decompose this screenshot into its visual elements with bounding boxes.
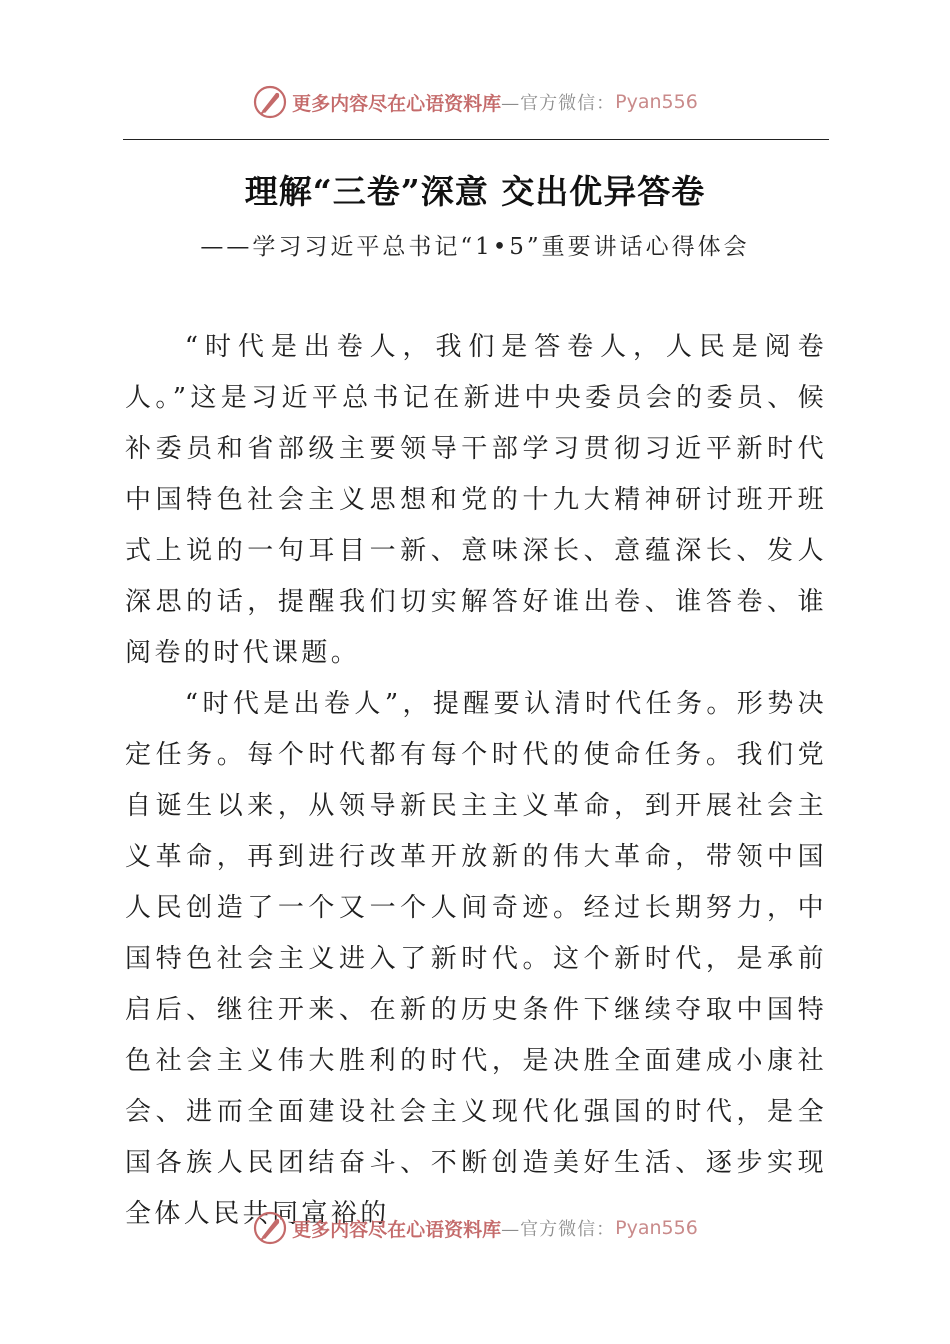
banner-wechat-id: Pyan556 bbox=[615, 1217, 698, 1239]
header-watermark-banner bbox=[0, 82, 950, 122]
banner-official-text: —官方微信： bbox=[501, 93, 616, 114]
body-paragraph: “时代是出卷人”，提醒要认清时代任务。形势决定任务。每个时代都有每个时代的使命任务。我们党自诞生以来，从领导新民主主义革命，到开展社会主义革命，再到进行改革开放新的伟大革命，带领中国人民创造了一个又一个人间奇迹。经过长期努力，中国特色社会主义进入了新时代。这个新时代，是承前启后、继往开来、在新的历史条件下继续夺取中国特色社会主义伟大胜利的时代，是决胜全面建成小康社会、进而全面建设社会主义现代化强国的时代，是全国各族人民团结奋斗、不断创造美好生活、逐步实现全体人民共同富裕的 bbox=[125, 689, 827, 1229]
document-title: 理解“三卷”深意 交出优异答卷 bbox=[244, 172, 706, 211]
banner-wechat-id: Pyan556 bbox=[615, 91, 698, 113]
document-subtitle: ——学习习近平总书记“1•5”重要讲话心得体会 bbox=[200, 234, 750, 260]
document-body bbox=[125, 322, 827, 1240]
quill-logo-icon bbox=[252, 1210, 288, 1246]
body-paragraph: “时代是出卷人，我们是答卷人，人民是阅卷人。”这是习近平总书记在新进中央委员会的委员、候补委员和省部级主要领导干部学习贯彻习近平新时代中国特色社会主义思想和党的十九大精神研讨班开班式上说的一句耳目一新、意味深长、意蕴深长、发人深思的话，提醒我们切实解答好谁出卷、谁答卷、谁阅卷的时代课题。 bbox=[125, 332, 827, 668]
banner-site-text: 更多内容尽在心语资料库 bbox=[292, 92, 502, 115]
header-divider bbox=[123, 139, 829, 140]
banner-official-text: —官方微信： bbox=[501, 1219, 616, 1240]
quill-logo-icon bbox=[252, 84, 288, 120]
footer-watermark-banner bbox=[0, 1208, 950, 1248]
banner-site-text: 更多内容尽在心语资料库 bbox=[292, 1218, 502, 1241]
